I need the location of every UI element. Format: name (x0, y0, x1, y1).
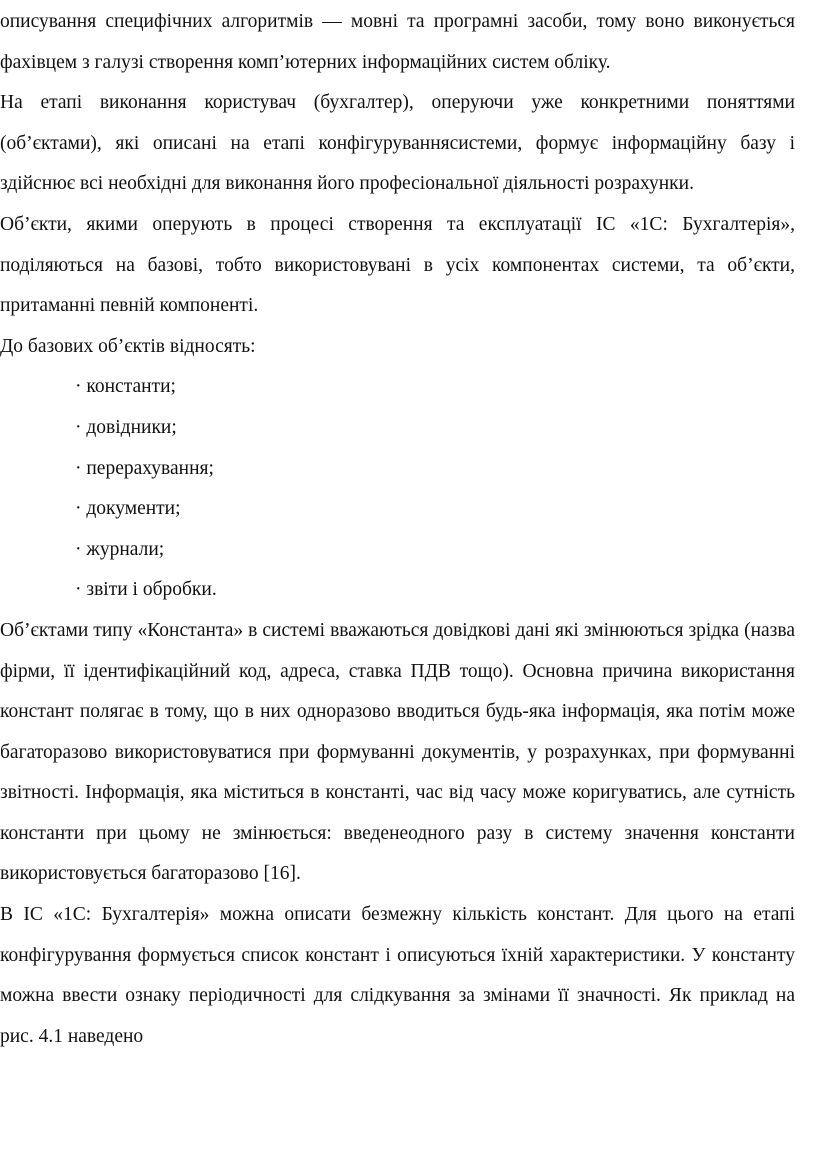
document-page (0, 2, 795, 1057)
list-item: · журнали; (75, 538, 165, 560)
paragraph-objects: Об’єкти, якими оперують в процесі створення та експлуатації ІС «1С: Бухгалтерія», поділяються на базові, тобто використовувані в усіх компонентах системи, та об’єкти, притаманні певній компоненті. (0, 213, 795, 317)
base-objects-list (0, 367, 795, 611)
list-item: · константи; (75, 376, 176, 398)
paragraph-constants-count: В ІС «1С: Бухгалтерія» можна описати безмежну кількість констант. Для цього на етапі конфігурування формується список констант і описуються їхній характеристики. У константу можна ввести ознаку періодичності для слідкування за змінами її значності. Як приклад на рис. 4.1 наведено (0, 904, 795, 1047)
list-item: · перерахування; (75, 457, 214, 479)
list-item: · документи; (75, 498, 181, 520)
paragraph-base-objects-intro: До базових об’єктів відносять: (0, 335, 256, 357)
paragraph-algorithms: описування специфічних алгоритмів — мовні та програмні засоби, тому воно виконується фахівцем з галузі створення комп’ютерних інформаційних систем обліку. (0, 11, 795, 73)
paragraph-constants: Об’єктами типу «Константа» в системі вважаються довідкові дані які змінюються зрідка (назва фірми, її ідентифікаційний код, адреса, ставка ПДВ тощо). Основна причина використання констант полягає в тому, що в них одноразово вводиться будь-яка інформація, яка потім може багаторазово використовуватися при формуванні документів, у розрахунках, при формуванні звітності. Інформація, яка міститься в константі, час від часу може коригуватись, але сутність константи при цьому не змінюється: введенеодного разу в систему значення константи використовується багаторазово [16]. (0, 619, 795, 885)
paragraph-execution-stage: На етапі виконання користувач (бухгалтер), оперуючи уже конкретними поняттями (об’єктами), які описані на етапі конфігуруваннясистеми, формує інформаційну базу і здійснює всі необхідні для виконання його професіональної діяльності розрахунки. (0, 92, 795, 195)
list-item: · довідники; (75, 416, 177, 438)
list-item: · звіти і обробки. (75, 579, 217, 601)
